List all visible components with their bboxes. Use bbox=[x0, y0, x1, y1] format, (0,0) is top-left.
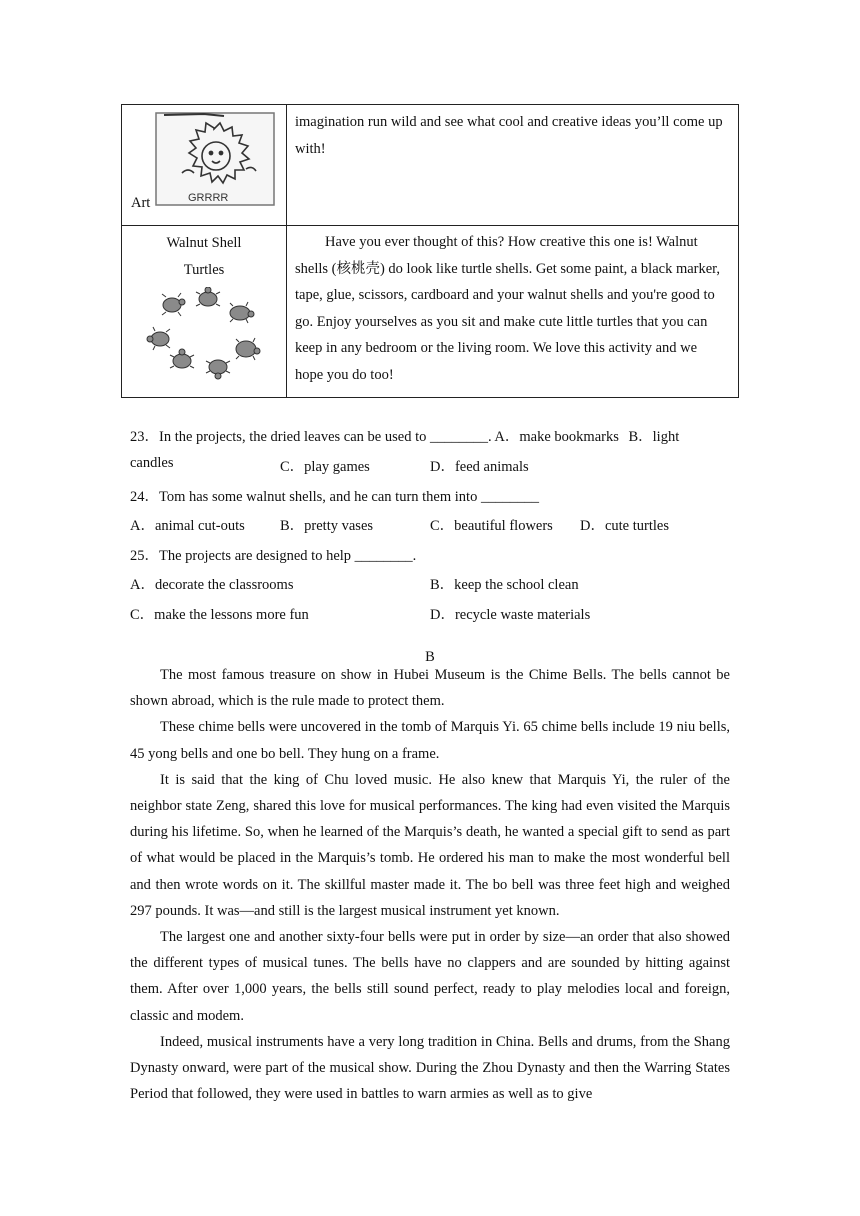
section-b-heading: B bbox=[425, 649, 435, 665]
question-25-option-d: D．recycle waste materials bbox=[430, 607, 591, 623]
lion-art-thumbnail bbox=[154, 111, 276, 207]
question-23-option-d: D．feed animals bbox=[430, 459, 529, 475]
question-23-stem: 23．In the projects, the dried leaves can be used to ________. bbox=[130, 429, 492, 445]
question-24-option-b: B．pretty vases bbox=[280, 518, 374, 534]
passage-paragraph: It is said that the king of Chu loved music. He also knew that Marquis Yi, the ruler of the neighbor state Zeng, shared this love for musical performances. The king had even visited the Marquis during his lifetime. So, when he learned of the Marquis’s death, he wanted a special gift to send as part of what would be placed in the Marquis’s tomb. He ordered his man to make the most wonderful bell and then wrote words on it. The skillful master made it. The bo bell was three feet high and weighed 297 pounds. It was—and still is the largest musical instrument yet known. bbox=[130, 771, 730, 919]
question-24-option-a: A．animal cut-outs bbox=[130, 518, 245, 534]
row-title-walnut-shell-turtles bbox=[122, 230, 286, 283]
row2-description: Have you ever thought of this? How creative this one is! Walnut shells (核桃壳) do look like turtle shells. Get some paint, a black marker, tape, glue, scissors, cardboard and your walnut shells and you're good to go. Enjoy yourselves as you sit and make cute little turtles that you can keep in any bedroom or the living room. We love this activity and we hope you do too! bbox=[295, 234, 721, 383]
row-title-line1: Walnut Shell bbox=[166, 235, 242, 251]
reading-passage bbox=[130, 662, 730, 1107]
question-24-stem: 24．Tom has some walnut shells, and he can turn them into ________ bbox=[130, 489, 539, 505]
question-25-stem: 25．The projects are designed to help ________. bbox=[130, 548, 417, 564]
question-25-option-b: B．keep the school clean bbox=[430, 577, 579, 593]
question-24-option-d: D．cute turtles bbox=[580, 518, 669, 534]
passage-paragraph: The most famous treasure on show in Hubei Museum is the Chime Bells. The bells cannot be shown abroad, which is the rule made to protect them. bbox=[130, 667, 730, 710]
row-title-line2: Turtles bbox=[183, 261, 225, 278]
question-25-option-a: A．decorate the classrooms bbox=[130, 577, 294, 593]
activity-table bbox=[121, 104, 739, 398]
question-24-option-c: C．beautiful flowers bbox=[430, 518, 553, 534]
question-23 bbox=[130, 425, 740, 446]
question-25-option-c: C．make the lessons more fun bbox=[130, 607, 309, 623]
question-23-option-a: A．make bookmarks bbox=[494, 429, 619, 445]
walnut-turtles-thumbnail bbox=[142, 287, 266, 383]
row1-description: imagination run wild and see what cool and creative ideas you’ll come up with! bbox=[295, 114, 723, 157]
table-row-divider bbox=[122, 225, 738, 226]
passage-paragraph: The largest one and another sixty-four bells were put in order by size—an order that also showed the different types of musical tunes. The bells have no clappers and are sounded by hitting against them. After over 1,000 years, the bells still sound perfect, ready to play melodies local and foreign, classic and modem. bbox=[130, 929, 730, 1024]
question-23-option-b-continued: candles bbox=[130, 455, 174, 471]
svg-text:GRRRR: GRRRR bbox=[188, 192, 229, 204]
row-label-art: Art bbox=[131, 195, 151, 211]
question-23-option-b: B．light bbox=[628, 429, 680, 445]
question-23-option-c: C．play games bbox=[280, 459, 370, 475]
table-column-divider bbox=[286, 105, 287, 397]
passage-paragraph: These chime bells were uncovered in the tomb of Marquis Yi. 65 chime bells include 19 niu bells, 45 yong bells and one bo bell. They hung on a frame. bbox=[130, 719, 730, 762]
passage-paragraph: Indeed, musical instruments have a very long tradition in China. Bells and drums, from the Shang Dynasty onward, were part of the musical show. During the Zhou Dynasty and then the Warring States Period that followed, they were used in battles to warn armies as well as to give bbox=[130, 1033, 730, 1103]
